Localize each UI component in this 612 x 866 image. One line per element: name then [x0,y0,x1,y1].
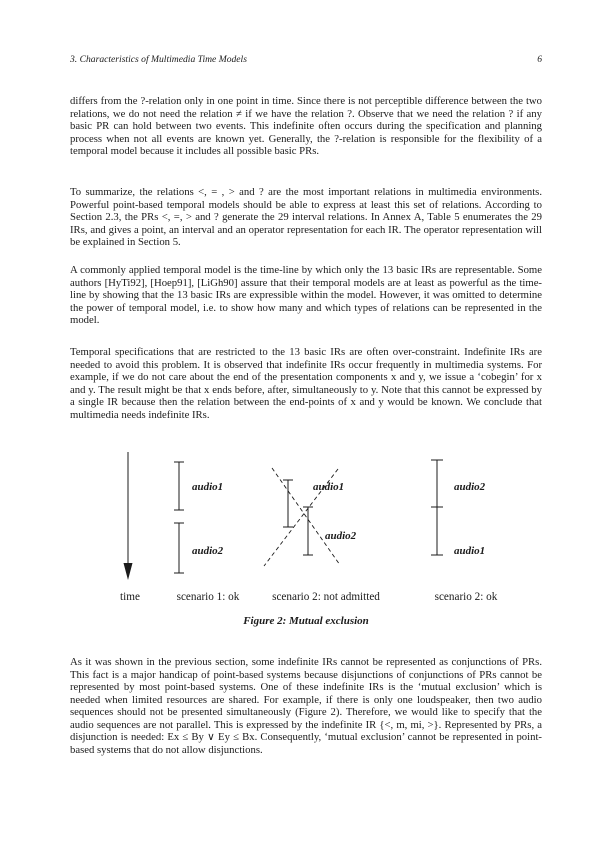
figure-2-diagram [70,450,542,610]
scenario-2 [264,468,380,603]
scenario3-caption: scenario 2: ok [434,591,498,603]
running-header [70,54,542,65]
paragraph-4: Temporal specifications that are restricted to the 13 basic IRs are often over-constraint. Indefinite IRs are needed to avoid this problem. It is observed that indefinite IRs occur frequently in multimedia systems. For example, if we do not care about the end of the presentation components x and y, we issue a ‘cobegin’ for x and y. The result might be that x ends before, after, simultaneously to y. Note that this cannot be expressed by a single IR because then the relation between the end-points of x and y would be known. We conclude that multimedia needs indefinite IRs. [70,346,542,421]
scenario2-top-label: audio1 [313,481,345,493]
paragraph-5: As it was shown in the previous section, some indefinite IRs cannot be represented as conjunctions of PRs. This fact is a major handicap of point-based systems because disjunctions of conjunctions of PRs cannot be represented by most point-based systems. One of these indefinite IRs is the ‘mutual exclusion’ which is needed when limited resources are shared. For example, if there is only one loudspeaker, then two audio sequences should not be presented simultaneously (Figure 2). Therefore, we would like to specify that the audio sequences are not parallel. This is expressed by the indefinite IR {<, m, mi, >}. Represented by PRs, a disjunction is needed: Ex ≤ By ∨ Ey ≤ Bx. Consequently, ‘mutual exclusion’ cannot be represented in point-based systems that do not allow disjunctions. [70,656,542,756]
scenario1-bottom-label: audio2 [192,545,224,557]
running-header-title: 3. Characteristics of Multimedia Time Models [70,54,247,65]
time-label: time [120,591,140,603]
mutual-exclusion-figure [70,450,542,610]
scenario3-bottom-label: audio1 [454,545,486,557]
scenario3-top-label: audio2 [454,481,486,493]
paragraph-3: A commonly applied temporal model is the time-line by which only the 13 basic IRs are representable. Some authors [HyTi92], [Hoep91], [LiGh90] assure that their temporal models are at least as powerful as the time-line by showing that the 13 basic IRs are expressible within the model. However, it was omitted to determine the power of temporal model, i.e. to show how many and which types of relations can be represented in the model. [70,264,542,326]
scenario2-bottom-label: audio2 [325,530,357,542]
scenario-3 [431,460,498,603]
scenario1-caption: scenario 1: ok [176,591,240,603]
scenario-1 [174,462,240,603]
page-number: 6 [537,54,542,65]
time-axis [120,452,140,603]
arrow-down-icon [124,563,133,580]
scenario2-caption: scenario 2: not admitted [272,591,380,603]
paragraph-1: differs from the ?-relation only in one point in time. Since there is not perceptible difference between the two relations, we do not need the relation ≠ if we have the relation ?. Observe that we need the relation ? if any basic PR can hold between two events. This indefinite often occurs during the specification and planning process when not all events are known yet. Generally, the ?-relation is responsible for the flexibility of a temporal model because it includes all possible basic PRs. [70,95,542,157]
paragraph-2: To summarize, the relations <, = , > and ? are the most important relations in multimedia environments. Powerful point-based temporal models should be able to express at least this set of relations. According to Section 2.3, the PRs <, =, > and ? generate the 29 interval relations. In Annex A, Table 5 enumerates the 29 IRs, and gives a point, an interval and an operator representation for each IR. The operator representation will be explained in Section 5. [70,186,542,248]
figure-caption: Figure 2: Mutual exclusion [243,615,369,627]
scenario1-top-label: audio1 [192,481,224,493]
